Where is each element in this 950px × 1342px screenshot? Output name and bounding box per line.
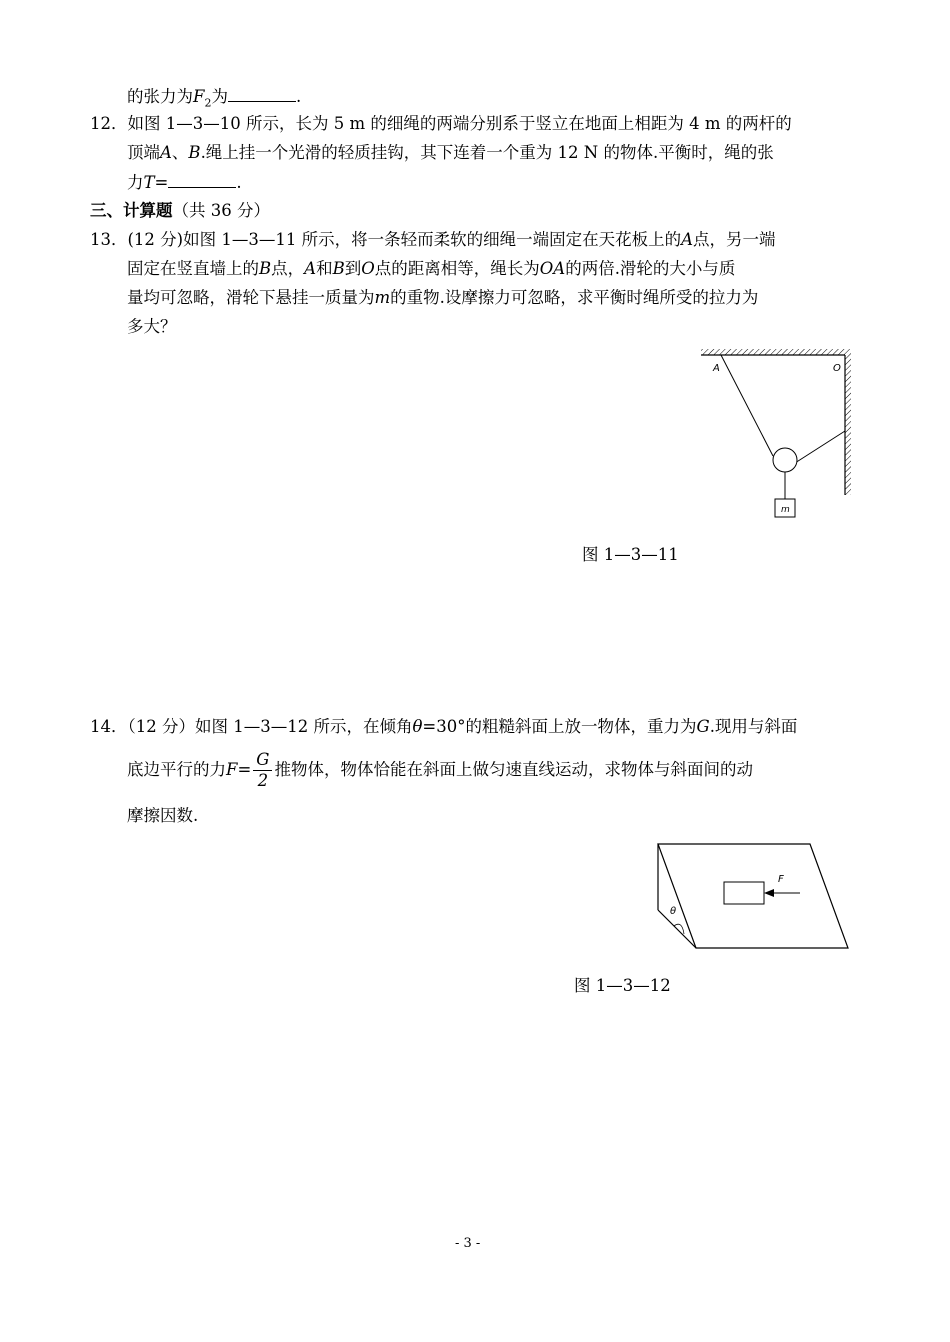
q14-text-2b: 推物体，物体恰能在斜面上做匀速直线运动，求物体与斜面间的动: [274, 760, 753, 779]
q13-point-o: O: [361, 259, 375, 278]
section3-heading: [90, 200, 270, 222]
angle-arc: [674, 924, 684, 934]
q14-text-1b: =30°的粗糙斜面上放一物体，重力为: [422, 717, 697, 736]
q13-point-a2: A: [304, 259, 317, 278]
q13-text-2f: 的两倍.滑轮的大小与质: [565, 259, 736, 278]
fig12-label-f: F: [778, 874, 784, 885]
q13-line-4: [127, 316, 177, 338]
q13-point-b: B: [259, 259, 272, 278]
q13-text-3b: 的重物.设摩擦力可忽略，求平衡时绳所受的拉力为: [390, 288, 759, 307]
q11-tail-suffix: 为: [211, 87, 228, 106]
q14-number: 14．: [90, 717, 128, 736]
q13-line-2: [127, 258, 735, 280]
section3-score: （共 36 分）: [172, 201, 270, 220]
q12-sep: 、: [171, 143, 189, 162]
q13-text-2b: 点，: [271, 259, 305, 278]
q13-text-1a: (12 分)如图 1—3—11 所示，将一条轻而柔软的细绳一端固定在天花板上的: [127, 230, 682, 249]
q12-line-3: [127, 171, 242, 194]
figure-1-3-12-caption: 图 1—3—12: [574, 976, 671, 995]
q13-point-b2: B: [332, 259, 345, 278]
q14-text-1c: .现用与斜面: [709, 717, 798, 736]
q14-eq: =: [237, 760, 252, 779]
figure-1-3-11-caption: 图 1—3—11: [582, 545, 679, 564]
fig11-label-o: O: [833, 363, 841, 374]
object-block: [724, 882, 764, 904]
q14-frac-num: G: [253, 750, 272, 771]
q11-answer-blank[interactable]: [228, 85, 296, 102]
q14-var-f: F: [226, 760, 238, 779]
q12-text-3a: 力: [127, 173, 144, 192]
q13-text-1b: 点，另一端: [693, 230, 776, 249]
q12-line-1: [90, 113, 792, 135]
q12-number: 12．: [90, 114, 128, 133]
q12-point-b: B: [188, 143, 201, 162]
q13-text-2d: 到: [344, 259, 362, 278]
q14-fraction: [253, 750, 272, 791]
q13-text-4: 多大？: [127, 317, 177, 336]
figure-1-3-11: [695, 345, 865, 525]
q14-frac-den: 2: [257, 771, 269, 790]
q13-number: 13．: [90, 230, 128, 249]
q14-line-2: [127, 748, 753, 792]
rope-right: [795, 431, 845, 463]
q12-text-1: 如图 1—3—10 所示，长为 5 m 的细绳的两端分别系于竖立在地面上相距为 4 m 的两杆的: [127, 114, 792, 133]
q13-text-2c: 和: [316, 259, 333, 278]
ceiling-hatch: [701, 349, 851, 355]
q13-point-a: A: [681, 230, 694, 249]
q14-line-3: [127, 805, 198, 827]
page-number: - 3 -: [455, 1236, 481, 1251]
rope-left: [721, 355, 773, 456]
section3-title: 三、计算题: [90, 201, 173, 220]
fig12-label-theta: θ: [670, 906, 677, 917]
q14-var-g: G: [696, 717, 710, 736]
q11-tail-line: [127, 85, 301, 114]
q12-line-2: [127, 142, 774, 164]
fig11-label-a: A: [713, 363, 720, 374]
fig11-label-m: m: [781, 505, 790, 515]
q13-mass-m: m: [374, 288, 391, 307]
q14-theta: θ: [412, 717, 423, 736]
q12-point-a: A: [160, 143, 172, 162]
q14-line-1: [90, 716, 797, 738]
q13-line-1: [90, 229, 776, 251]
q11-tail-text: 的张力为: [127, 87, 193, 106]
q12-answer-blank[interactable]: [168, 171, 236, 188]
pulley: [773, 448, 797, 472]
q13-text-2a: 固定在竖直墙上的: [127, 259, 259, 278]
q13-text-3a: 量均可忽略，滑轮下悬挂一质量为: [127, 288, 375, 307]
wall-hatch: [845, 355, 851, 495]
q14-text-3: 摩擦因数.: [127, 806, 199, 825]
q12-text-2b: .绳上挂一个光滑的轻质挂钩，其下连着一个重为 12 N 的物体.平衡时，绳的张: [200, 143, 774, 162]
q12-var-t: T: [143, 173, 155, 192]
q13-line-3: [127, 287, 758, 309]
q11-var-sub: 2: [204, 96, 212, 110]
q12-text-2a: 顶端: [127, 143, 160, 162]
q13-text-2e: 点的距离相等，绳长为: [374, 259, 540, 278]
q13-segment-oa: OA: [539, 259, 566, 278]
q11-tail-end: .: [295, 87, 302, 106]
q12-eq: =: [154, 173, 169, 192]
q14-text-2a: 底边平行的力: [127, 760, 226, 779]
q11-var-f: F: [193, 87, 205, 106]
q14-text-1a: （12 分）如图 1—3—12 所示，在倾角: [127, 717, 413, 736]
figure-1-3-12: [650, 838, 860, 954]
q12-end: .: [236, 173, 242, 192]
